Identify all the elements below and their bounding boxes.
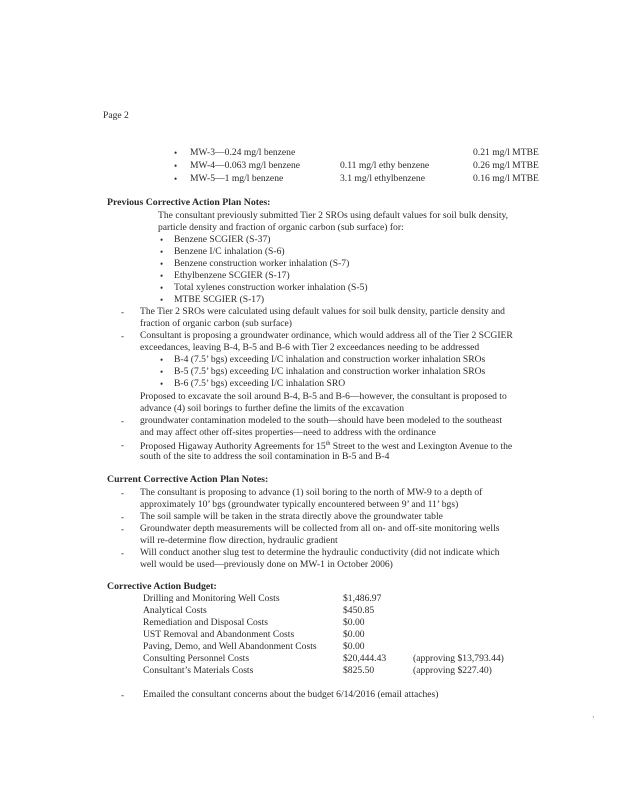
dash-bullet: - [121, 331, 124, 341]
mw4-ethylbenzene: 0.11 mg/l ethy benzene [340, 160, 430, 171]
bullet: • [160, 271, 164, 281]
dash-bullet: - [121, 690, 124, 700]
bullet: • [160, 283, 164, 293]
previous-note-2-line2: exceedances, leaving B-4, B-5 and B-6 with Tier 2 exceedances needing to be addressed [140, 342, 480, 353]
bullet: • [160, 259, 164, 269]
sro-item: Ethylbenzene SCGIER (S-17) [174, 270, 290, 281]
current-note-4-line1: Will conduct another slug test to determine the hydraulic conductivity (did not indicate which [140, 547, 500, 558]
dash-bullet: - [121, 512, 124, 522]
budget-amount: $450.85 [343, 605, 375, 616]
budget-email-note: Emailed the consultant concerns about the budget 6/14/2016 (email attaches) [143, 689, 439, 700]
budget-label: Analytical Costs [143, 605, 207, 616]
current-note-1-line2: approximately 10’ bgs (groundwater typically encountered between 9’ and 11’ bgs) [140, 499, 459, 510]
previous-proposal-line1: Proposed to excavate the soil around B-4, B-5 and B-6—however, the consultant is proposed to [140, 391, 507, 402]
mw4-mtbe: 0.26 mg/l MTBE [473, 160, 539, 171]
previous-note-1-line2: fraction of organic carbon (sub surface) [140, 318, 292, 329]
budget-label: Consulting Personnel Costs [143, 653, 250, 664]
mw4-benzene: MW-4—0.063 mg/l benzene [190, 160, 301, 171]
budget-label: Drilling and Monitoring Well Costs [143, 593, 280, 604]
bullet: • [160, 247, 164, 257]
budget-approved-note: (approving $227.40) [413, 665, 492, 676]
previous-note-2-line1: Consultant is proposing a groundwater ordinance, which would address all of the Tier 2 SCGIER [140, 330, 513, 341]
bullet: • [160, 367, 164, 377]
dash-bullet: - [121, 488, 124, 498]
previous-note-3-line2: and may affect other off-sites properties—need to address with the ordinance [140, 427, 436, 438]
stray-mark: · [592, 713, 595, 722]
previous-intro-line1: The consultant previously submitted Tier 2 SROs using default values for soil bulk density, [158, 210, 509, 221]
previous-note-4-line2: south of the site to address the soil contamination in B-5 and B-4 [140, 451, 390, 462]
boring-exceedance: B-6 (7.5’ bgs) exceeding I/C inhalation SRO [174, 378, 346, 389]
dash-bullet: - [121, 524, 124, 534]
bullet: • [160, 355, 164, 365]
bullet: • [174, 161, 178, 171]
bullet: • [174, 174, 178, 184]
boring-exceedance: B-4 (7.5’ bgs) exceeding I/C inhalation and construction worker inhalation SROs [174, 354, 486, 365]
sro-item: Total xylenes construction worker inhalation (S-5) [174, 282, 368, 293]
budget-label: UST Removal and Abandonment Costs [143, 629, 295, 640]
bullet: • [160, 295, 164, 305]
bullet: • [160, 379, 164, 389]
current-note-3-line2: will re-determine flow direction, hydraulic gradient [140, 535, 338, 546]
sro-item: Benzene SCGIER (S-37) [174, 234, 271, 245]
mw5-mtbe: 0.16 mg/l MTBE [473, 173, 539, 184]
sro-item: Benzene construction worker inhalation (S-7) [174, 258, 350, 269]
dash-bullet: - [121, 548, 124, 558]
boring-exceedance: B-5 (7.5’ bgs) exceeding I/C inhalation and construction worker inhalation SROs [174, 366, 486, 377]
current-note-4-line2: well would be used—previously done on MW-1 in October 2006) [140, 559, 393, 570]
dash-bullet: - [121, 440, 124, 450]
budget-label: Consultant’s Materials Costs [143, 665, 254, 676]
previous-cap-heading: Previous Corrective Action Plan Notes: [107, 197, 271, 208]
mw3-mtbe: 0.21 mg/l MTBE [473, 147, 539, 158]
budget-amount: $0.00 [343, 629, 365, 640]
mw5-ethylbenzene: 3.1 mg/l ethylbenzene [340, 173, 425, 184]
current-note-3-line1: Groundwater depth measurements will be collected from all on- and off-site monitoring wells [140, 523, 500, 534]
budget-approved-note: (approving $13,793.44) [413, 653, 504, 664]
budget-amount: $825.50 [343, 665, 375, 676]
current-note-2: The soil sample will be taken in the strata directly above the groundwater table [140, 511, 443, 522]
dash-bullet: - [121, 416, 124, 426]
dash-bullet: - [121, 307, 124, 317]
previous-intro-line2: particle density and fraction of organic carbon (sub surface) for: [158, 222, 404, 233]
budget-amount: $20,444.43 [343, 653, 387, 664]
current-cap-heading: Current Corrective Action Plan Notes: [107, 474, 269, 485]
bullet: • [174, 148, 178, 158]
previous-note-3-line1: groundwater contamination modeled to the south—should have been modeled to the southeast [140, 415, 503, 426]
previous-proposal-line2: advance (4) soil borings to further define the limits of the excavation [140, 403, 405, 414]
sro-item: Benzene I/C inhalation (S-6) [174, 246, 285, 257]
mw3-benzene: MW-3—0.24 mg/l benzene [190, 147, 296, 158]
previous-note-4-line1: Proposed Higaway Authority Agreements for 15th Street to the west and Lexington Avenue to the [140, 441, 513, 453]
sro-item: MTBE SCGIER (S-17) [174, 294, 265, 305]
bullet: • [160, 235, 164, 245]
current-note-1-line1: The consultant is proposing to advance (1) soil boring to the north of MW-9 to a depth of [140, 487, 483, 498]
budget-label: Paving, Demo, and Well Abandonment Costs [143, 641, 317, 652]
page-label: Page 2 [103, 110, 129, 121]
budget-amount: $0.00 [343, 641, 365, 652]
mw5-benzene: MW-5—1 mg/l benzene [190, 173, 284, 184]
budget-amount: $0.00 [343, 617, 365, 628]
budget-amount: $1,486.97 [343, 593, 382, 604]
budget-heading: Corrective Action Budget: [107, 581, 217, 592]
budget-label: Remediation and Disposal Costs [143, 617, 268, 628]
previous-note-1-line1: The Tier 2 SROs were calculated using default values for soil bulk density, particle density and [140, 306, 505, 317]
